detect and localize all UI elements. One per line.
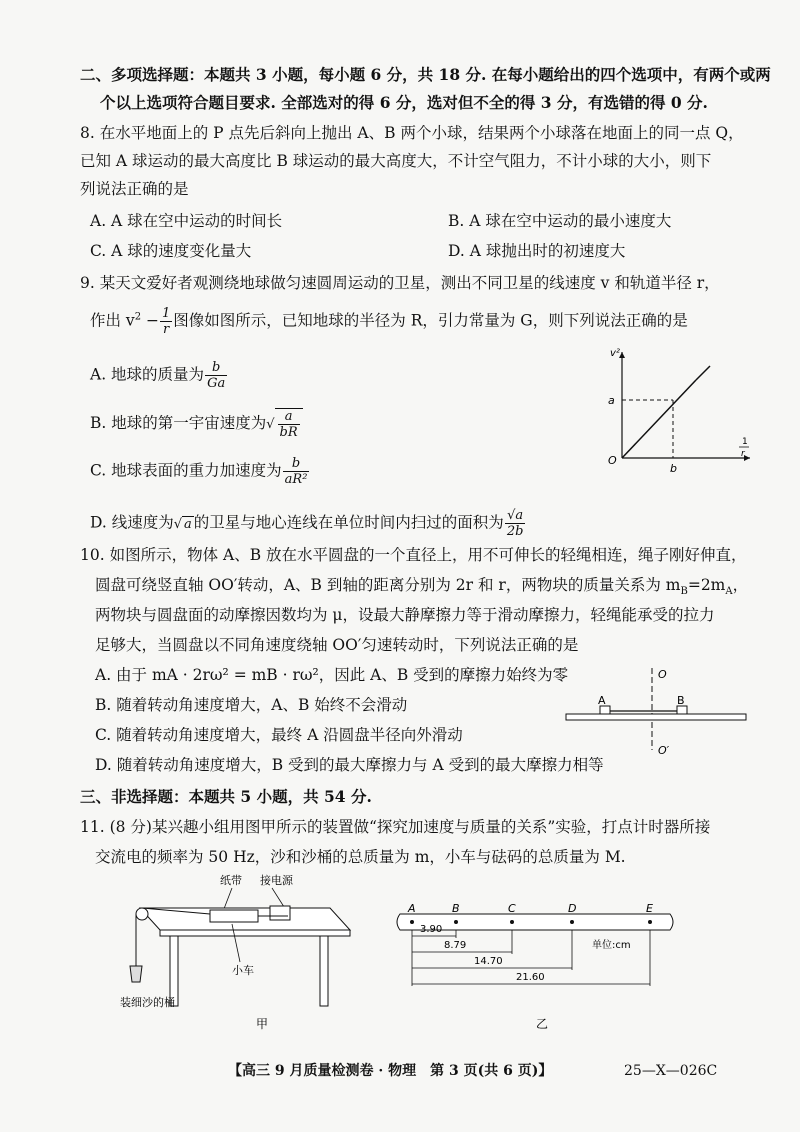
q9-option-c: C. 地球表面的重力加速度为 $\frac{b}{\text{aR²}}$	[90, 456, 308, 487]
point-c	[510, 920, 514, 924]
dist-ab: 3.90	[420, 924, 443, 935]
bucket	[130, 966, 142, 982]
label-o-bottom: O′	[658, 744, 670, 757]
point-b-label: B	[452, 902, 460, 915]
section2-line2: 个以上选项符合题目要求. 全部选对的得 6 分，选对但不全的得 3 分，有选错的得 0 分.	[100, 93, 708, 112]
q8-line3: 列说法正确的是	[80, 180, 189, 198]
point-d	[570, 920, 574, 924]
q9-line1: 9. 某天文爱好者观测绕地球做匀速圆周运动的卫星，测出不同卫星的线速度 v 和轨道半径 r，	[80, 274, 720, 292]
point-b	[454, 920, 458, 924]
q11-apparatus-figure	[120, 870, 360, 1030]
q10-line1: 10. 如图所示，物体 A、B 放在水平圆盘的一个直径上，用不可伸长的轻绳相连，绳子刚好伸直，	[80, 546, 747, 564]
footer-code: 25—X—026C	[624, 1063, 718, 1079]
pulley	[136, 908, 148, 920]
point-a-label: A	[408, 902, 416, 915]
label-bucket: 装细沙的桶	[120, 996, 175, 1009]
q10-option-a: A. 由于 mA · 2rω² = mB · rω²，因此 A、B 受到的摩擦力始终为零	[95, 666, 569, 684]
label-cart: 小车	[232, 964, 254, 977]
graph-b-label: b	[670, 462, 677, 475]
q9-line2: 作出 $v^2$ − $\frac{1}{r}$ 图像如图所示，已知地球的半径为 R，引力常量为 G，则下列说法正确的是	[90, 306, 688, 337]
q8-option-a: A. A 球在空中运动的时间长	[90, 212, 283, 230]
q8-line2: 已知 A 球运动的最大高度比 B 球运动的最大高度大，不计空气阻力，不计小球的大小，则下	[80, 152, 712, 170]
footer-center: 【高三 9 月质量检测卷 · 物理 第 3 页(共 6 页)】	[228, 1063, 553, 1079]
q9-option-a: A. 地球的质量为 $\frac{b}{Ga}$	[90, 360, 226, 391]
q8-option-b: B. A 球在空中运动的最小速度大	[448, 212, 672, 230]
label-power: 接电源	[260, 874, 293, 887]
q11-tape-figure	[396, 900, 686, 1032]
point-e	[648, 920, 652, 924]
q8-option-c: C. A 球的速度变化量大	[90, 242, 252, 260]
q9-option-d: D. 线速度为√ a 的卫星与地心连线在单位时间内扫过的面积为 $\frac{√a}{2b}$	[90, 508, 524, 539]
q8-line1: 8. 在水平地面上的 P 点先后斜向上抛出 A、B 两个小球，结果两个小球落在地面上的同一点 Q，	[80, 124, 744, 142]
graph-line	[622, 380, 696, 458]
q10-disk-figure	[560, 660, 760, 770]
graph-x-num: 1	[742, 437, 748, 447]
dist-ac: 8.79	[444, 940, 467, 951]
label-tape: 纸带	[220, 874, 242, 887]
q10-option-b: B. 随着转动角速度增大，A、B 始终不会滑动	[95, 696, 408, 714]
q10-line4: 足够大，当圆盘以不同角速度绕轴 OO′匀速转动时，下列说法正确的是	[95, 636, 579, 654]
disk	[566, 714, 746, 720]
graph-y-label: v²	[610, 348, 620, 359]
dist-ad: 14.70	[474, 956, 503, 967]
section3-title: 三、非选择题：本题共 5 小题，共 54 分.	[80, 787, 372, 806]
point-d-label: D	[568, 902, 577, 915]
point-c-label: C	[508, 902, 516, 915]
graph-origin: O	[608, 454, 617, 467]
caption-jia: 甲	[256, 1017, 269, 1030]
label-a: A	[598, 694, 606, 707]
block-b	[677, 706, 687, 714]
timer	[270, 906, 290, 920]
q10-line3: 两物块与圆盘面的动摩擦因数均为 μ，设最大静摩擦力等于滑动摩擦力，轻绳能承受的拉力	[95, 606, 715, 624]
dist-ae: 21.60	[516, 972, 545, 983]
point-a	[410, 920, 414, 924]
q10-option-c: C. 随着转动角速度增大，最终 A 沿圆盘半径向外滑动	[95, 726, 463, 744]
caption-yi: 乙	[536, 1017, 549, 1031]
q10-line2: 圆盘可绕竖直轴 OO′转动，A、B 到轴的距离分别为 2r 和 r，两物块的质量关系为 $m_B=2m_A$，	[95, 576, 749, 598]
q11-line2: 交流电的频率为 50 Hz，沙和沙桶的总质量为 m，小车与砝码的总质量为 M.	[95, 848, 626, 866]
graph-x-den: r	[741, 449, 745, 459]
block-a	[600, 706, 610, 714]
q9-graph	[600, 340, 760, 480]
q10-option-d: D. 随着转动角速度增大，B 受到的最大摩擦力与 A 受到的最大摩擦力相等	[95, 756, 604, 774]
unit-label: 单位:cm	[592, 940, 631, 951]
point-e-label: E	[646, 902, 653, 915]
q8-option-d: D. A 球抛出时的初速度大	[448, 242, 626, 260]
label-b: B	[677, 694, 685, 707]
q9-option-b: B. 地球的第一宇宙速度为√ $\frac{a}{bR}$	[90, 408, 303, 440]
section2-line1: 二、多项选择题：本题共 3 小题，每小题 6 分，共 18 分. 在每小题给出的四个选项中，有两个或两	[80, 65, 771, 84]
cart	[210, 910, 258, 922]
label-o-top: O	[658, 668, 667, 681]
q11-line1: 11. (8 分)某兴趣小组用图甲所示的装置做“探究加速度与质量的关系”实验，打点计时器所接	[80, 818, 711, 836]
graph-a-label: a	[608, 394, 615, 407]
